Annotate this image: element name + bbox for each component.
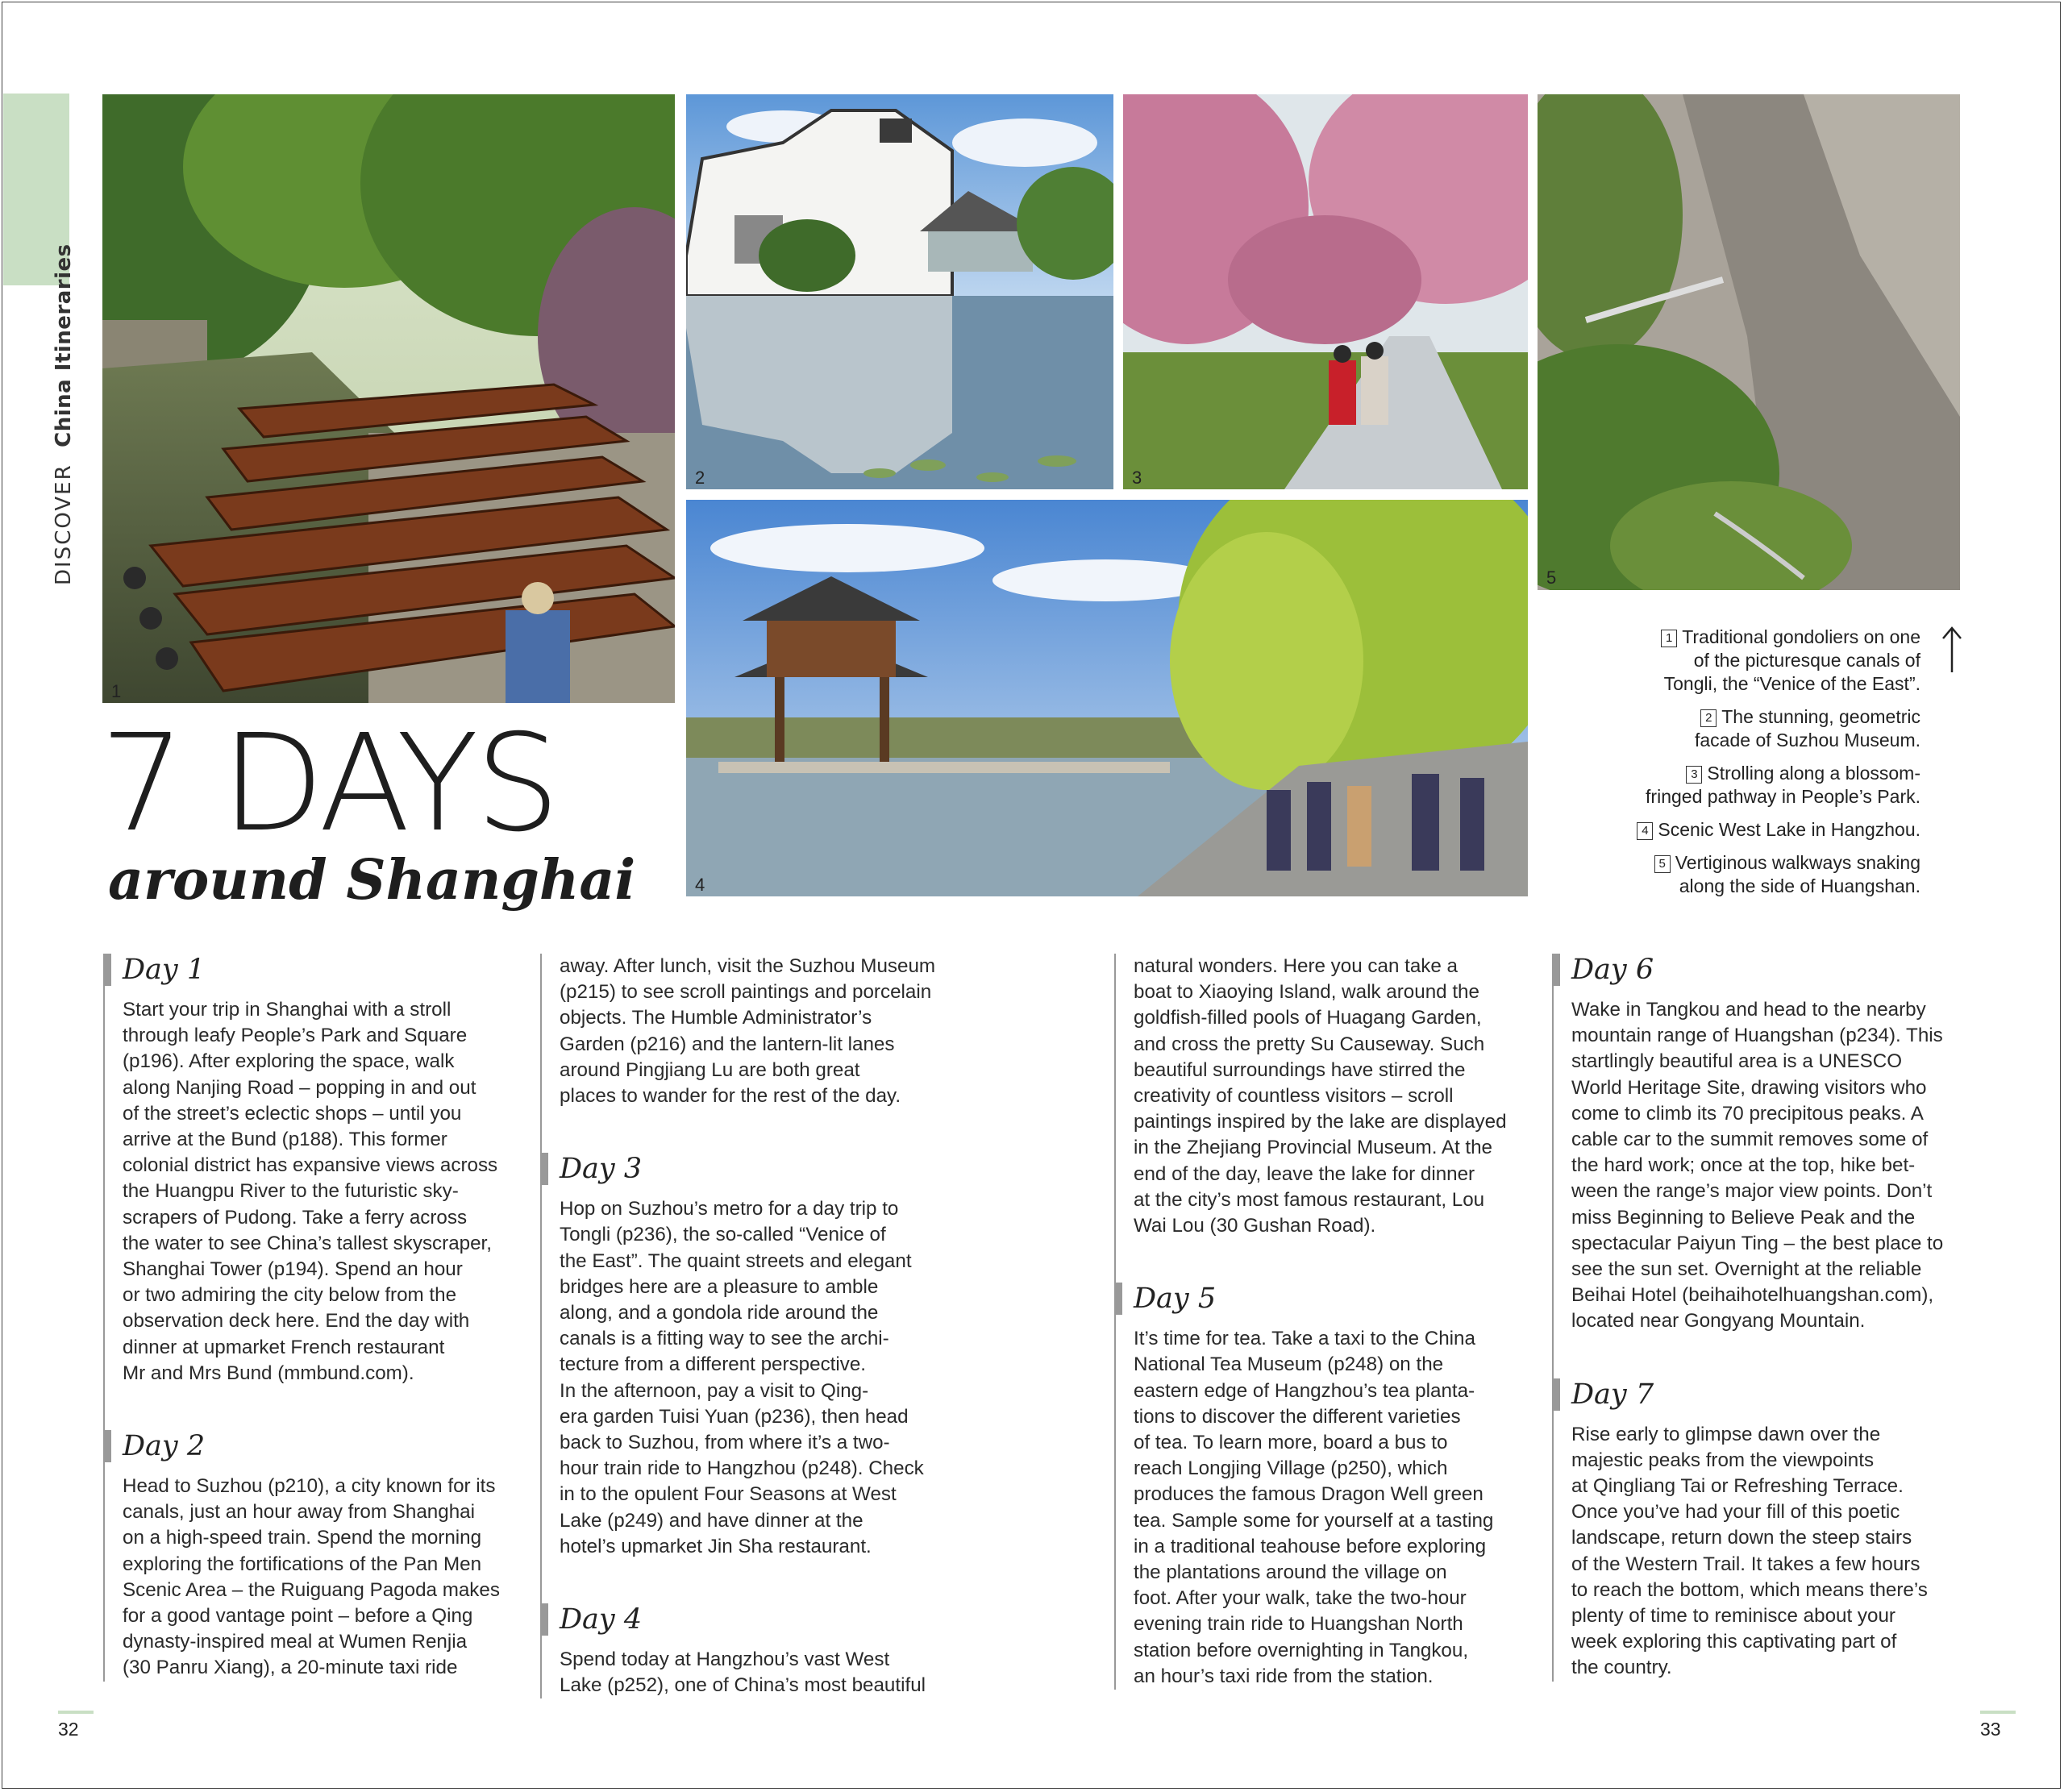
text-line: objects. The Humble Administrator’s [560, 1007, 872, 1029]
text-line: away. After lunch, visit the Suzhou Museum [560, 955, 936, 977]
day-text [1134, 1326, 1537, 1690]
text-line: and cross the pretty Su Causeway. Such [1134, 1033, 1485, 1055]
text-line: along, and a gondola ride around the [560, 1302, 879, 1324]
caption-line: Strolling along a blossom- [1707, 763, 1920, 784]
text-line: Head to Suzhou (p210), a city known for its [123, 1475, 496, 1498]
day-heading: Day 7 [1554, 1378, 1975, 1411]
caption-number: 4 [1637, 822, 1653, 840]
text-line: on a high-speed train. Spend the morning [123, 1527, 482, 1549]
text-line: come to climb its 70 precipitous peaks. A [1571, 1102, 1924, 1125]
day-text [123, 997, 526, 1387]
photo-blossom-path [1123, 94, 1528, 489]
text-line: see the sun set. Overnight at the reliable [1571, 1258, 1922, 1281]
day-heading: Day 4 [542, 1603, 963, 1636]
day-text [123, 1474, 526, 1682]
text-line: evening train ride to Huangshan North [1134, 1613, 1463, 1636]
text-line: beautiful surroundings have stirred the [1134, 1058, 1466, 1081]
day-text [560, 954, 963, 1109]
text-line: goldfish-filled pools of Huagang Garden, [1134, 1007, 1482, 1029]
photo-west-lake [686, 500, 1528, 896]
text-line: the Huangpu River to the futuristic sky- [123, 1180, 459, 1203]
running-head-chapter: China Itineraries [52, 243, 76, 447]
text-line: at Qingliang Tai or Refreshing Terrace. [1571, 1475, 1904, 1498]
running-head [52, 243, 76, 585]
text-line: arrive at the Bund (p188). This former [123, 1129, 447, 1151]
column-1 [103, 954, 526, 1682]
caption-number: 2 [1700, 709, 1717, 727]
text-line: era garden Tuisi Yuan (p236), then head [560, 1405, 909, 1428]
text-line: Beihai Hotel (beihaihotelhuangshan.com), [1571, 1284, 1934, 1307]
caption-line: along the side of Huangshan. [1679, 875, 1920, 896]
text-line: of tea. To learn more, board a bus to [1134, 1432, 1448, 1454]
text-line: National Tea Museum (p248) on the [1134, 1353, 1444, 1376]
caption-line: The stunning, geometric [1721, 706, 1920, 727]
photo-suzhou-museum [686, 94, 1113, 489]
text-line: Tongli (p236), the so-called “Venice of [560, 1224, 886, 1246]
column-2 [540, 954, 963, 1698]
caption-2 [1582, 705, 1920, 752]
text-line: natural wonders. Here you can take a [1134, 955, 1459, 977]
text-line: Start your trip in Shanghai with a stroll [123, 999, 452, 1021]
column-4 [1552, 954, 1975, 1682]
text-line: Scenic Area – the Ruiguang Pagoda makes [123, 1578, 500, 1601]
text-line: Hop on Suzhou’s metro for a day trip to [560, 1198, 899, 1220]
photo-captions [1582, 626, 1920, 908]
day-text [1571, 1422, 1975, 1682]
text-line: hour train ride to Hangzhou (p248). Check [560, 1457, 924, 1480]
day-text [560, 1196, 963, 1560]
text-line: in to the opulent Four Seasons at West [560, 1483, 897, 1506]
photo-number: 4 [695, 875, 705, 895]
page-number-left: 32 [58, 1719, 79, 1740]
caption-line: Traditional gondoliers on one [1682, 626, 1920, 647]
page-title: 7 DAYS [100, 706, 557, 862]
text-line: in the Zhejiang Provincial Museum. At the [1134, 1137, 1493, 1159]
text-line: (30 Panru Xiang), a 20-minute taxi ride [123, 1657, 458, 1679]
text-line: to reach the bottom, which means there’s [1571, 1578, 1928, 1601]
text-line: reach Longjing Village (p250), which [1134, 1457, 1448, 1480]
photo-number: 1 [111, 681, 122, 701]
day-text [1571, 997, 1975, 1335]
text-line: scrapers of Pudong. Take a ferry across [123, 1206, 468, 1229]
text-line: colonial district has expansive views across [123, 1154, 498, 1177]
text-line: spectacular Paiyun Ting – the best place to [1571, 1232, 1944, 1254]
running-head-section: DISCOVER [52, 464, 76, 585]
text-line: cable car to the summit removes some of [1571, 1129, 1929, 1151]
text-line: plenty of time to reminisce about your [1571, 1605, 1895, 1628]
text-line: Lake (p252), one of China’s most beautiful [560, 1674, 926, 1697]
text-line: the East”. The quaint streets and elegant [560, 1249, 912, 1272]
page-subtitle: around Shanghai [108, 848, 636, 913]
text-line: tea. Sample some for yourself at a tasting [1134, 1509, 1494, 1532]
column-3 [1114, 954, 1537, 1690]
caption-number: 1 [1661, 630, 1677, 647]
photo-canal-boats [102, 94, 675, 703]
text-line: mountain range of Huangshan (p234). This [1571, 1025, 1943, 1047]
caption-line: Vertiginous walkways snaking [1675, 852, 1920, 873]
text-line: dinner at upmarket French restaurant [123, 1336, 445, 1358]
text-line: startlingly beautiful area is a UNESCO [1571, 1050, 1903, 1073]
text-line: foot. After your walk, take the two-hour [1134, 1587, 1467, 1610]
text-line: observation deck here. End the day with [123, 1310, 470, 1333]
text-line: In the afternoon, pay a visit to Qing- [560, 1379, 869, 1402]
text-line: canals, just an hour away from Shanghai [123, 1501, 475, 1524]
text-line: back to Suzhou, from where it’s a two- [560, 1432, 890, 1454]
caption-1 [1582, 626, 1920, 696]
text-line: at the city’s most famous restaurant, Lou [1134, 1188, 1485, 1211]
text-line: of the Western Trail. It takes a few hours [1571, 1553, 1920, 1575]
text-line: Spend today at Hangzhou’s vast West [560, 1649, 890, 1671]
text-line: or two admiring the city below from the [123, 1284, 457, 1307]
caption-3 [1582, 762, 1920, 809]
text-line: creativity of countless visitors – scroll [1134, 1085, 1454, 1108]
text-line: for a good vantage point – before a Qing [123, 1605, 473, 1628]
caption-line: Scenic West Lake in Hangzhou. [1658, 819, 1920, 840]
text-line: produces the famous Dragon Well green [1134, 1483, 1484, 1506]
text-line: week exploring this captivating part of [1571, 1631, 1897, 1653]
text-line: tecture from a different perspective. [560, 1353, 867, 1376]
text-line: around Pingjiang Lu are both great [560, 1058, 860, 1081]
text-line: bridges here are a pleasure to amble [560, 1275, 879, 1298]
text-line: dynasty-inspired meal at Wumen Renjia [123, 1631, 468, 1653]
caption-number: 3 [1686, 766, 1702, 784]
day-text [560, 1647, 963, 1698]
text-line: Lake (p249) and have dinner at the [560, 1509, 863, 1532]
day-heading: Day 1 [105, 954, 526, 986]
text-line: World Heritage Site, drawing visitors who [1571, 1076, 1927, 1099]
caption-4 [1582, 818, 1920, 842]
text-line: ween the range’s major view points. Don’t [1571, 1180, 1933, 1203]
text-line: station before overnighting in Tangkou, [1134, 1639, 1469, 1661]
text-line: the country. [1571, 1657, 1672, 1679]
day-heading: Day 3 [542, 1153, 963, 1185]
text-line: Mr and Mrs Bund (mmbund.com). [123, 1362, 414, 1384]
text-line: of the street’s eclectic shops – until you [123, 1102, 462, 1125]
text-line: places to wander for the rest of the day. [560, 1085, 901, 1108]
text-line: miss Beginning to Believe Peak and the [1571, 1206, 1916, 1229]
text-line: Once you’ve had your fill of this poetic [1571, 1501, 1900, 1524]
caption-line: of the picturesque canals of [1693, 650, 1920, 671]
text-line: through leafy People’s Park and Square [123, 1025, 468, 1047]
text-line: the plantations around the village on [1134, 1561, 1447, 1584]
text-line: the hard work; once at the top, hike bet- [1571, 1154, 1916, 1177]
text-line: Wake in Tangkou and head to the nearby [1571, 999, 1926, 1021]
caption-line: facade of Suzhou Museum. [1695, 730, 1920, 750]
photo-number: 2 [695, 468, 705, 488]
text-line: exploring the fortifications of the Pan Men [123, 1553, 482, 1575]
caption-5 [1582, 851, 1920, 898]
text-line: the water to see China’s tallest skyscraper, [123, 1232, 492, 1254]
text-line: an hour’s taxi ride from the station. [1134, 1665, 1434, 1687]
text-line: tions to discover the different varieties [1134, 1405, 1461, 1428]
text-line: in a traditional teahouse before exploring [1134, 1535, 1487, 1557]
text-line: boat to Xiaoying Island, walk around the [1134, 981, 1479, 1004]
day-heading: Day 5 [1116, 1283, 1537, 1315]
text-line: Shanghai Tower (p194). Spend an hour [123, 1258, 463, 1281]
text-line: (p196). After exploring the space, walk [123, 1050, 455, 1073]
text-line: located near Gongyang Mountain. [1571, 1310, 1866, 1333]
caption-line: fringed pathway in People’s Park. [1646, 786, 1920, 807]
caption-line: Tongli, the “Venice of the East”. [1663, 673, 1920, 694]
text-line: It’s time for tea. Take a taxi to the China [1134, 1328, 1475, 1350]
day-text [1134, 954, 1537, 1239]
text-line: hotel’s upmarket Jin Sha restaurant. [560, 1535, 872, 1557]
day-heading: Day 6 [1554, 954, 1975, 986]
text-line: end of the day, leave the lake for dinner [1134, 1162, 1475, 1185]
photo-huangshan [1538, 94, 1960, 590]
caption-number: 5 [1654, 855, 1671, 873]
text-line: majestic peaks from the viewpoints [1571, 1449, 1875, 1471]
text-line: landscape, return down the steep stairs [1571, 1527, 1912, 1549]
text-line: (p215) to see scroll paintings and porcelain [560, 981, 932, 1004]
text-line: Wai Lou (30 Gushan Road). [1134, 1215, 1376, 1237]
text-line: Garden (p216) and the lantern-lit lanes [560, 1033, 895, 1055]
page-number-right: 33 [1980, 1719, 2001, 1740]
text-line: Rise early to glimpse dawn over the [1571, 1423, 1881, 1445]
text-line: canals is a fitting way to see the archi- [560, 1328, 889, 1350]
text-line: along Nanjing Road – popping in and out [123, 1076, 476, 1099]
photo-number: 5 [1546, 568, 1557, 588]
photo-number: 3 [1132, 468, 1142, 488]
day-heading: Day 2 [105, 1430, 526, 1462]
text-line: eastern edge of Hangzhou’s tea planta- [1134, 1379, 1475, 1402]
arrow-up-icon [1940, 626, 1964, 674]
text-line: paintings inspired by the lake are displayed [1134, 1111, 1507, 1133]
